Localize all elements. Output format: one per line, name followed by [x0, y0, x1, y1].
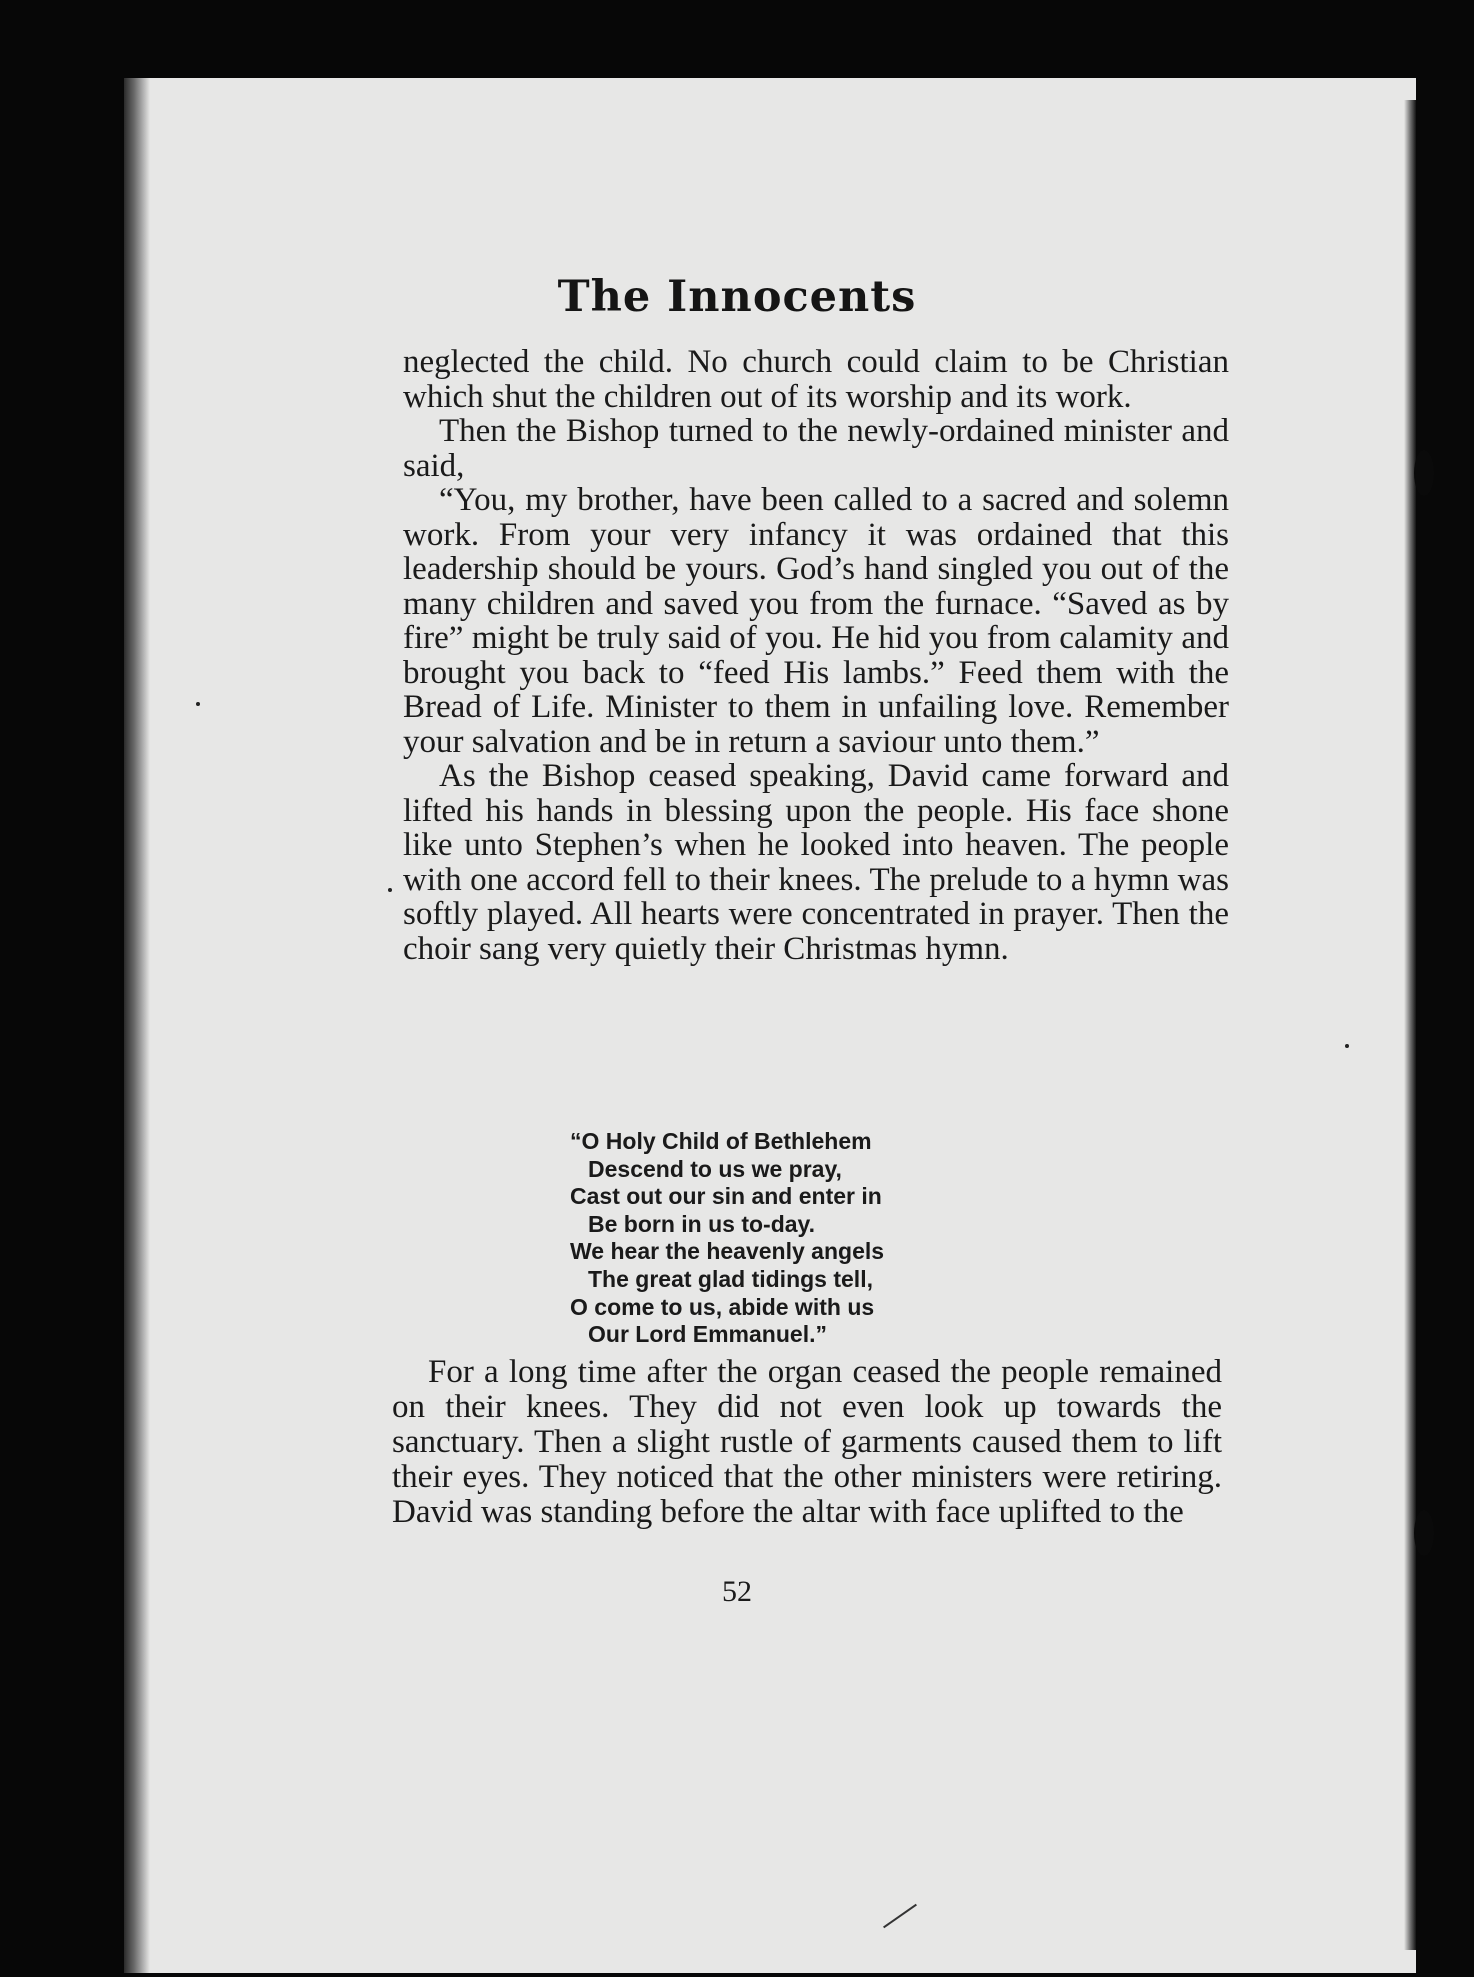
hymn-stanza [570, 1128, 884, 1349]
paragraph: neglected the child. No church could claim to be Christian which shut the children out of its worship and its work. [403, 344, 1229, 415]
hymn-line: Cast out our sin and enter in [570, 1183, 882, 1210]
page-gutter-shadow [124, 78, 150, 1973]
scan-border-right [1416, 80, 1474, 1977]
hymn-line: We hear the heavenly angels [570, 1238, 885, 1265]
running-head: The Innocents [557, 272, 917, 322]
paragraph: Then the Bishop turned to the newly-ordained minister and said, [403, 413, 1229, 484]
scan-artifact [1414, 1510, 1434, 1556]
hymn-line: Descend to us we pray, [588, 1155, 842, 1182]
page-number: 52 [722, 1575, 752, 1608]
paragraph: For a long time after the organ ceased the people remained on their knees. They did not even look up towards the sanctuary. Then a slight rustle of garments caused them to lift their eyes. They noticed that the other ministers were retiring. David was standing before the altar with face uplifted to the [392, 1354, 1222, 1530]
hymn-line: Be born in us to-day. [588, 1210, 816, 1237]
body-text [403, 345, 1229, 966]
scan-artifact [1414, 450, 1434, 496]
scan-speck [196, 702, 200, 706]
paragraph: “You, my brother, have been called to a sacred and solemn work. From your very infancy it was ordained that this leadership should be yours. God’s hand singled you out of the many children and saved you from the furnace. “Saved as by fire” might be truly said of you. He hid you from calamity and brought you back to “feed His lambs.” Feed them with the Bread of Life. Minister to them in unfailing love. Remember your salvation and be in return a saviour unto them.” [403, 482, 1229, 760]
page-edge-shadow [1404, 100, 1416, 1950]
scan-speck [388, 888, 392, 892]
body-text-continued [392, 1355, 1222, 1530]
hymn-line: O come to us, abide with us [570, 1293, 875, 1320]
paragraph: As the Bishop ceased speaking, David came forward and lifted his hands in blessing upon the people. His face shone like unto Stephen’s when he looked into heaven. The people with one accord fell to their knees. The prelude to a hymn was softly played. All hearts were concentrated in prayer. Then the choir sang very quietly their Christmas hymn. [403, 758, 1229, 967]
hymn-line: Our Lord Emmanuel.” [588, 1321, 827, 1348]
hymn-line: “O Holy Child of Bethlehem [570, 1128, 872, 1154]
scan-speck [1345, 1044, 1349, 1048]
hymn-line: The great glad tidings tell, [588, 1265, 873, 1292]
